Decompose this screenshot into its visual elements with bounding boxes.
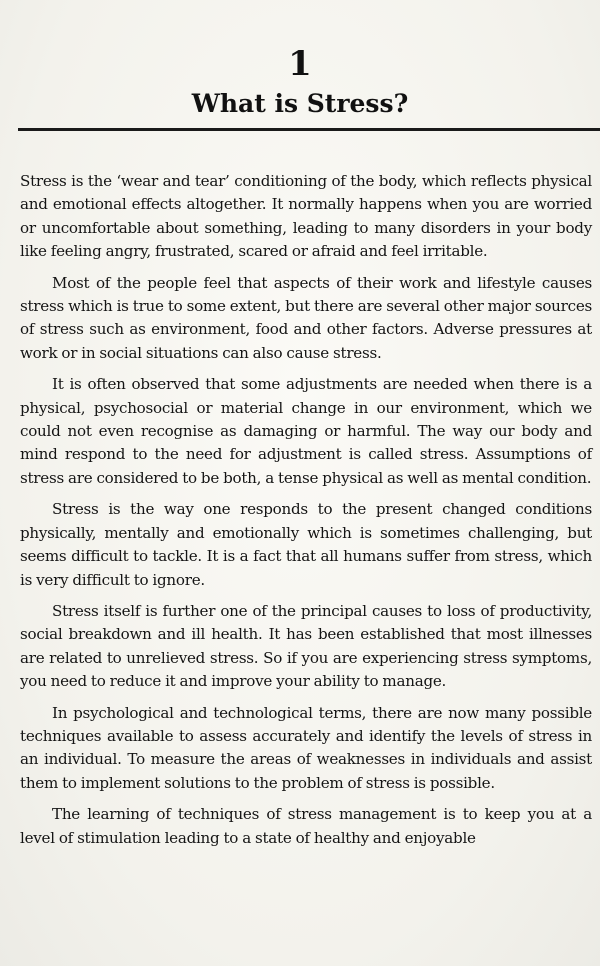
paragraph-1: Stress is the ‘wear and tear’ conditioning of the body, which reflects physical and emotional effects altogether. It normally happens when you are worried or uncomfortable about something, leading to many disorders in your body like feeling angry, frustrated, scared or afraid and feel irritable. — [20, 172, 592, 261]
chapter-number: 1 — [288, 44, 312, 84]
paragraph-5: Stress itself is further one of the principal causes to loss of productivity, social breakdown and ill health. It has been established that most illnesses are related to unrelieved stress. So if you are experiencing stress symptoms, you need to reduce it and improve your ability to manage. — [20, 601, 592, 691]
paragraph-3: It is often observed that some adjustments are needed when there is a physical, psychosocial or material change in our environment, which we could not even recognise as damaging or harmful. The way our body and mind respond to the need for adjustment is called stress. Assumptions of stress are considered to be both, a tense physical as well as mental condition. — [20, 375, 592, 487]
paragraph-4: Stress is the way one responds to the present changed conditions physically, mentally and emotionally which is sometimes challenging, but seems difficult to tackle. It is a fact that all humans suffer from stress, which is very difficult to ignore. — [20, 500, 592, 589]
title-divider — [18, 128, 600, 131]
show-through-text — [0, 2, 600, 24]
chapter-title: What is Stress? — [191, 89, 409, 118]
paragraph-7: The learning of techniques of stress management is to keep you at a level of stimulation leading to a state of healthy and enjoyable — [20, 805, 592, 847]
paragraph-2: Most of the people feel that aspects of their work and lifestyle causes stress which is true to some extent, but there are several other major sources of stress such as environment, food and other factors. Adverse pressures at work or in social situations can also cause stress. — [20, 273, 592, 362]
paragraph-6: In psychological and technological terms, there are now many possible techniques available to assess accurately and identify the levels of stress in an individual. To measure the areas of weaknesses in individuals and assist them to implement solutions to the problem of stress is possible. — [20, 703, 592, 792]
body-text — [20, 170, 592, 858]
